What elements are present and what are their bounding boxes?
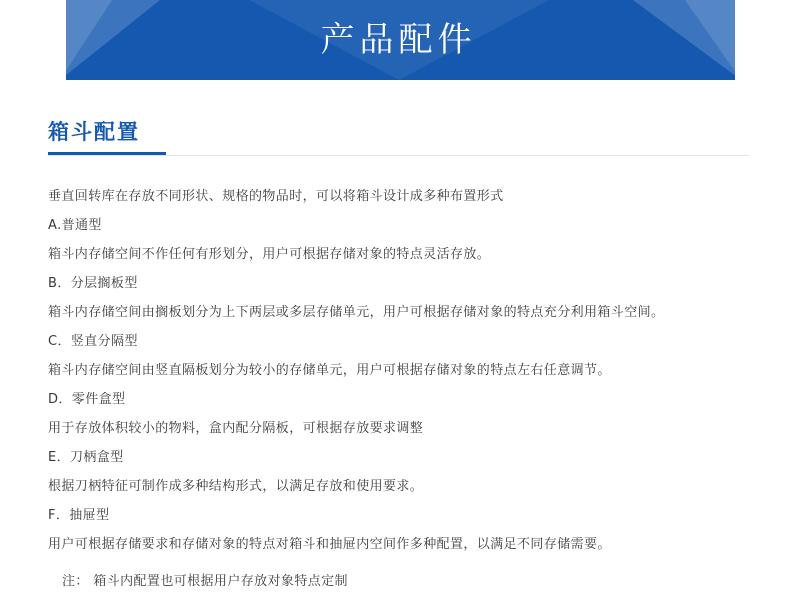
section-heading-wrap [48,118,166,155]
item-label: D．零件盒型 [48,392,126,407]
section-header [48,80,749,156]
item-description: 用于存放体积较小的物料，盒内配分隔板，可根据存放要求调整 [48,421,424,436]
banner-title: 产品配件 [320,20,477,60]
item-label: E．刀柄盒型 [48,450,124,465]
section-body [48,182,749,596]
item-label: B．分层搁板型 [48,276,138,291]
item-label: A.普通型 [48,218,102,233]
section-title: 箱斗配置 [48,120,140,144]
item-description: 用户可根据存储要求和存储对象的特点对箱斗和抽屉内空间作多种配置，以满足不同存储需要。 [48,537,611,552]
page-banner [0,0,797,80]
item-description: 根据刀柄特征可制作成多种结构形式，以满足存放和使用要求。 [48,479,424,494]
item-label: C．竖直分隔型 [48,334,138,349]
section-underline [48,152,166,155]
page-content [0,80,797,596]
item-label: F．抽屉型 [48,508,110,523]
footnote: 注： 箱斗内配置也可根据用户存放对象特点定制 [62,574,348,589]
item-description: 箱斗内存储空间由竖直隔板划分为较小的存储单元，用户可根据存储对象的特点左右任意调节。 [48,363,611,378]
item-description: 箱斗内存储空间不作任何有形划分，用户可根据存储对象的特点灵活存放。 [48,247,491,262]
section-divider [48,155,749,156]
item-description: 箱斗内存储空间由搁板划分为上下两层或多层存储单元，用户可根据存储对象的特点充分利用箱斗空间。 [48,305,665,320]
intro-paragraph: 垂直回转库在存放不同形状、规格的物品时，可以将箱斗设计成多种布置形式 [48,189,504,204]
